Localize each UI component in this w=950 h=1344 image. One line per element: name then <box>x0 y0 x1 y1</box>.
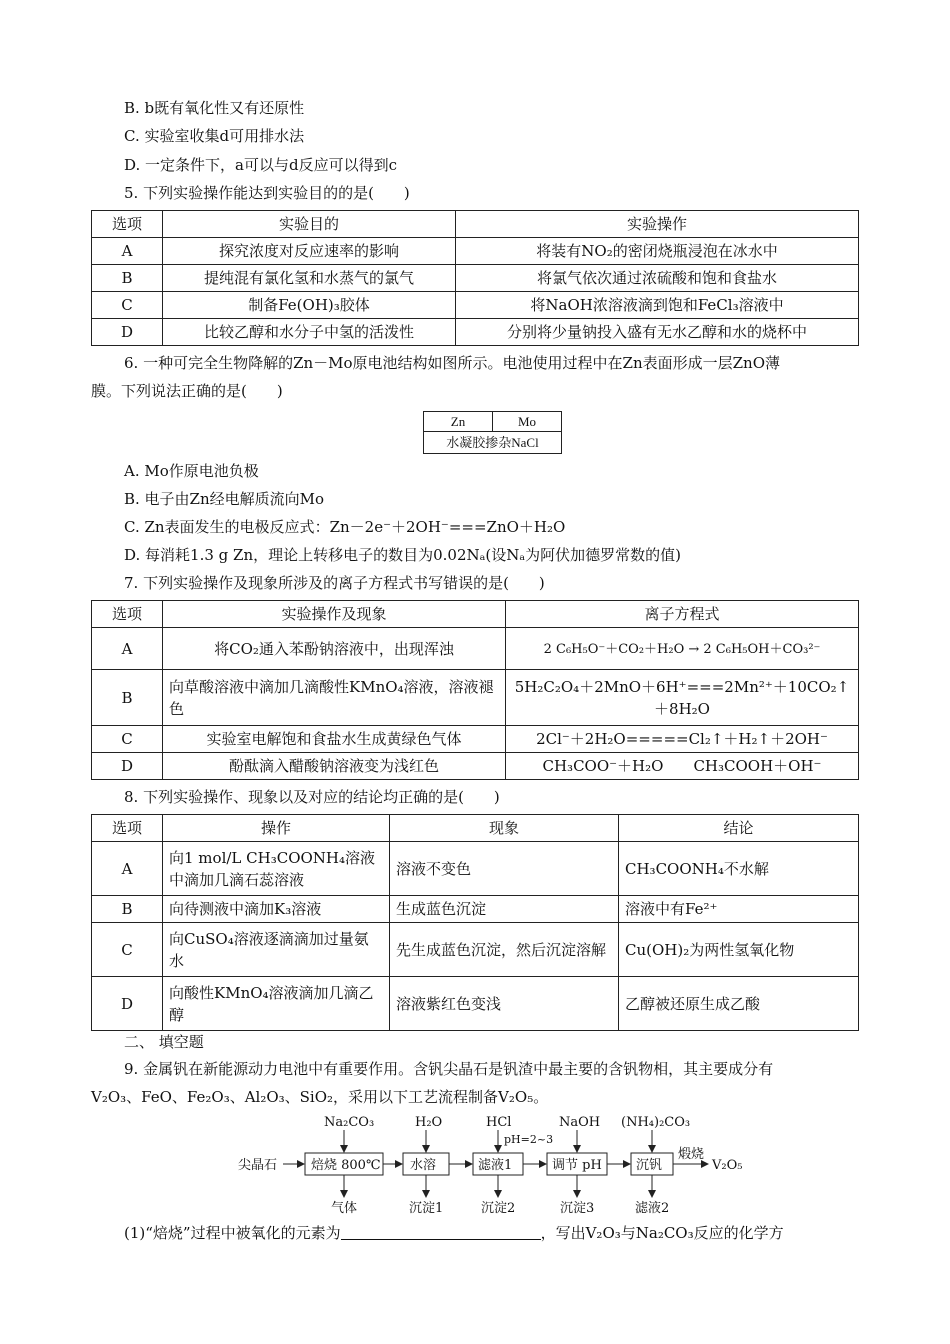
mo-electrode: Mo <box>517 414 537 429</box>
table-cell: A <box>92 842 163 896</box>
table-cell: 生成蓝色沉淀 <box>390 896 619 923</box>
zn-electrode: Zn <box>424 412 493 431</box>
table-cell: C <box>92 726 163 753</box>
table-cell: 溶液中有Fe²⁺ <box>619 896 859 923</box>
table-cell: 将装有NO₂的密闭烧瓶浸泡在冰水中 <box>456 238 859 265</box>
table-row <box>92 319 859 346</box>
flow-product: V₂O₅ <box>712 1158 743 1173</box>
q6-option-b: B. 电子由Zn经电解质流向Mo <box>124 490 325 508</box>
table-cell: 向CuSO₄溶液逐滴滴加过量氨水 <box>163 923 390 977</box>
q6-stem-line1: 6. 一种可完全生物降解的Zn－Mo原电池结构如图所示。电池使用过程中在Zn表面形成一层ZnO薄 <box>124 354 781 372</box>
flow-final-label: 煅烧 <box>678 1147 705 1162</box>
flow-step-5: 沉钒 <box>636 1158 663 1173</box>
electrolyte-label: 水凝胶掺杂NaCl <box>446 435 539 450</box>
q9-sub1-prompt: (1)“焙烧”过程中被氧化的元素为 <box>124 1224 341 1242</box>
table-cell: 向待测液中滴加K₃溶液 <box>163 896 390 923</box>
table-cell: 向1 mol/L CH₃COONH₄溶液中滴加几滴石蕊溶液 <box>163 842 390 896</box>
flow-input-2: H₂O <box>415 1115 443 1130</box>
table-header: 实验目的 <box>163 211 456 238</box>
phenol-equation: 2 C₆H₅O⁻＋CO₂＋H₂O → 2 C₆H₅OH＋CO₃²⁻ <box>543 641 821 657</box>
flow-input-note: pH=2~3 <box>504 1133 554 1146</box>
flow-output-2: 沉淀1 <box>409 1201 444 1216</box>
q9-stem-line2: V₂O₃、FeO、Fe₂O₃、Al₂O₃、SiO₂，采用以下工艺流程制备V₂O₅。 <box>91 1088 549 1106</box>
flow-output-4: 沉淀3 <box>560 1201 595 1216</box>
q5-stem: 5. 下列实验操作能达到实验目的的是( ) <box>124 184 410 202</box>
q6-stem-line2: 膜。下列说法正确的是( ) <box>91 382 283 400</box>
table-cell: 将NaOH浓溶液滴到饱和FeCl₃溶液中 <box>456 292 859 319</box>
table-header: 选项 <box>92 601 163 628</box>
table-cell: 向酸性KMnO₄溶液滴加几滴乙醇 <box>163 977 390 1031</box>
q8-table <box>91 814 859 1031</box>
q7-stem: 7. 下列实验操作及现象所涉及的离子方程式书写错误的是( ) <box>124 574 545 592</box>
flow-step-2: 水溶 <box>410 1158 437 1173</box>
flow-output-5: 滤液2 <box>635 1201 670 1216</box>
q9-stem-line1: 9. 金属钒在新能源动力电池中有重要作用。含钒尖晶石是钒渣中最主要的含钒物相，其主要成分有 <box>124 1060 774 1078</box>
table-cell: 5H₂C₂O₄＋2MnO＋6H⁺===2Mn²⁺＋10CO₂↑＋8H₂O <box>506 670 859 726</box>
table-cell: C <box>92 292 163 319</box>
table-cell: 探究浓度对反应速率的影响 <box>163 238 456 265</box>
table-cell: D <box>92 753 163 780</box>
table-row <box>92 896 859 923</box>
q6-option-c: C. Zn表面发生的电极反应式：Zn－2e⁻＋2OH⁻===ZnO＋H₂O <box>124 518 566 536</box>
table-cell: 2Cl⁻＋2H₂O=====Cl₂↑＋H₂↑＋2OH⁻ <box>506 726 859 753</box>
q4-option-b: B. b既有氧化性又有还原性 <box>124 99 305 117</box>
process-flow-diagram <box>230 1112 760 1220</box>
table-row <box>92 753 859 780</box>
table-cell: CH₃COONH₄不水解 <box>619 842 859 896</box>
q8-stem: 8. 下列实验操作、现象以及对应的结论均正确的是( ) <box>124 788 500 806</box>
table-cell: 将CO₂通入苯酚钠溶液中，出现浑浊 <box>163 628 506 670</box>
section-heading: 二、 填空题 <box>124 1033 204 1051</box>
table-cell: 酚酞滴入醋酸钠溶液变为浅红色 <box>163 753 506 780</box>
flow-step-3: 滤液1 <box>478 1158 513 1173</box>
table-header: 实验操作 <box>456 211 859 238</box>
flow-output-1: 气体 <box>331 1201 358 1216</box>
table-cell: D <box>92 977 163 1031</box>
table-cell: D <box>92 319 163 346</box>
table-cell: B <box>92 265 163 292</box>
table-header: 操作 <box>163 815 390 842</box>
flow-step-4: 调节 pH <box>552 1158 602 1173</box>
table-cell: 乙醇被还原生成乙酸 <box>619 977 859 1031</box>
table-cell: 提纯混有氯化氢和水蒸气的氯气 <box>163 265 456 292</box>
table-header: 实验操作及现象 <box>163 601 506 628</box>
table-cell: 先生成蓝色沉淀，然后沉淀溶解 <box>390 923 619 977</box>
table-cell: CH₃COO⁻＋H₂O CH₃COOH＋OH⁻ <box>506 753 859 780</box>
table-cell: C <box>92 923 163 977</box>
table-row <box>92 726 859 753</box>
answer-blank[interactable] <box>341 1225 541 1240</box>
table-cell: B <box>92 670 163 726</box>
q9-sub1 <box>124 1223 784 1243</box>
table-cell: A <box>92 628 163 670</box>
q4-option-c: C. 实验室收集d可用排水法 <box>124 127 305 145</box>
flow-output-3: 沉淀2 <box>481 1201 516 1216</box>
q6-option-a: A. Mo作原电池负极 <box>124 462 259 480</box>
table-cell: B <box>92 896 163 923</box>
table-row <box>92 628 859 670</box>
q7-table <box>91 600 859 780</box>
table-header-row <box>92 601 859 628</box>
flow-input-5: (NH₄)₂CO₃ <box>621 1115 691 1130</box>
table-cell: 制备Fe(OH)₃胶体 <box>163 292 456 319</box>
table-header: 选项 <box>92 815 163 842</box>
battery-diagram <box>423 411 562 454</box>
table-cell-equation <box>506 628 859 670</box>
table-row <box>92 265 859 292</box>
table-cell: 溶液紫红色变浅 <box>390 977 619 1031</box>
q5-table <box>91 210 859 346</box>
table-header: 结论 <box>619 815 859 842</box>
q9-sub1-continuation: ，写出V₂O₃与Na₂CO₃反应的化学方 <box>540 1224 784 1242</box>
table-row <box>92 977 859 1031</box>
flow-input-4: NaOH <box>559 1115 601 1130</box>
table-header-row <box>92 815 859 842</box>
flow-input-3: HCl <box>486 1115 512 1130</box>
q4-option-d: D. 一定条件下，a可以与d反应可以得到c <box>124 156 397 174</box>
table-row <box>92 292 859 319</box>
table-cell: Cu(OH)₂为两性氢氧化物 <box>619 923 859 977</box>
table-header: 现象 <box>390 815 619 842</box>
table-cell: 向草酸溶液中滴加几滴酸性KMnO₄溶液，溶液褪色 <box>163 670 506 726</box>
table-cell: 比较乙醇和水分子中氢的活泼性 <box>163 319 456 346</box>
flow-step-1: 焙烧 800℃ <box>311 1158 381 1173</box>
table-row <box>92 923 859 977</box>
table-row <box>92 238 859 265</box>
flow-start: 尖晶石 <box>238 1158 278 1173</box>
table-row <box>92 842 859 896</box>
table-cell: 溶液不变色 <box>390 842 619 896</box>
table-header-row <box>92 211 859 238</box>
table-cell: 将氯气依次通过浓硫酸和饱和食盐水 <box>456 265 859 292</box>
table-header: 选项 <box>92 211 163 238</box>
table-cell: 分别将少量钠投入盛有无水乙醇和水的烧杯中 <box>456 319 859 346</box>
table-cell: A <box>92 238 163 265</box>
q6-option-d: D. 每消耗1.3 g Zn，理论上转移电子的数目为0.02Nₐ(设Nₐ为阿伏加德罗常数的值) <box>124 546 682 564</box>
table-cell: 实验室电解饱和食盐水生成黄绿色气体 <box>163 726 506 753</box>
table-row <box>92 670 859 726</box>
table-header: 离子方程式 <box>506 601 859 628</box>
flow-input-1: Na₂CO₃ <box>324 1115 375 1130</box>
